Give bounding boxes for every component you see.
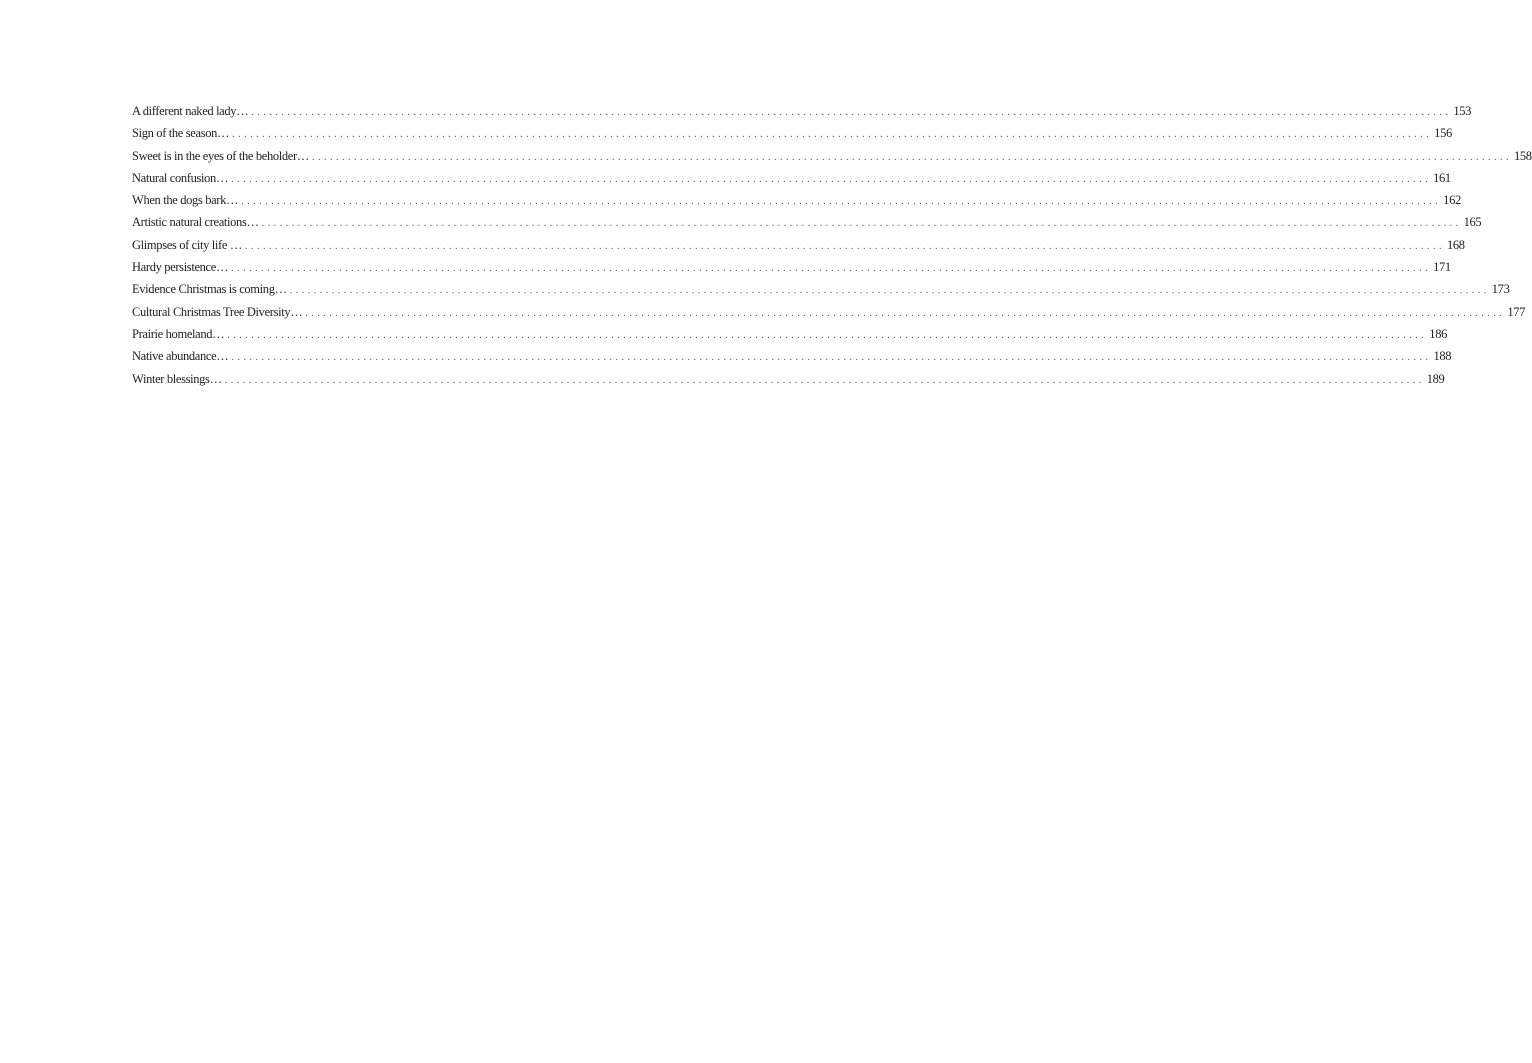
toc-entry[interactable] [132,301,1526,323]
toc-entry-page: 162 [1443,193,1461,208]
toc-entry[interactable] [132,234,1465,256]
toc-entry-title: Sign of the season… [132,126,230,141]
toc-entry-page: 168 [1447,237,1465,252]
toc-dot-leader: ........................................................................................................................................................................................................ [241,196,1442,208]
toc-entry-page: 189 [1426,371,1445,386]
toc-entry-title: Cultural Christmas Tree Diversity… [132,304,303,319]
table-of-contents [132,100,1532,390]
toc-entry-title: When the dogs bark… [132,193,239,208]
toc-entry-title: Natural confusion… [132,170,229,185]
toc-dot-leader: ........................................................................................................................................................................................................ [245,240,1445,252]
toc-entry[interactable] [132,122,1452,144]
toc-entry-title: Prairie homeland… [132,326,225,341]
toc-dot-leader: ........................................................................................................................................................................................................ [231,263,1432,275]
toc-dot-leader: ........................................................................................................................................................................................................ [227,329,1428,341]
toc-entry-title: Evidence Christmas is coming… [132,282,287,297]
toc-entry[interactable] [132,100,1472,122]
toc-dot-leader: ........................................................................................................................................................................................................ [289,285,1490,297]
toc-entry[interactable] [132,256,1451,278]
toc-dot-leader: ........................................................................................................................................................................................................ [231,173,1432,185]
toc-entry[interactable] [132,211,1482,233]
toc-dot-leader: ........................................................................................................................................................................................................ [251,107,1452,118]
toc-entry-title: Sweet is in the eyes of the beholder… [132,148,309,163]
toc-entry-title: Glimpses of city life … [132,237,242,252]
toc-entry-page: 186 [1429,326,1447,341]
toc-entry-title: Artistic natural creations… [132,215,259,230]
toc-entry[interactable] [132,345,1452,367]
toc-entry[interactable] [132,278,1510,300]
toc-entry-page: 153 [1453,104,1472,118]
toc-dot-leader: ........................................................................................................................................................................................................ [305,307,1506,319]
toc-entry-title: Winter blessings… [132,371,222,386]
toc-entry-page: 177 [1507,304,1526,319]
toc-entry-page: 158 [1513,148,1532,163]
toc-entry-title: Hardy persistence… [132,260,229,275]
toc-entry-page: 188 [1433,349,1452,364]
toc-entry-page: 173 [1491,282,1510,297]
toc-entry-page: 171 [1433,260,1451,275]
toc-entry-title: A different naked lady… [132,104,249,118]
toc-dot-leader: ........................................................................................................................................................................................................ [261,218,1462,230]
toc-entry[interactable] [132,145,1532,167]
toc-dot-leader: ........................................................................................................................................................................................................ [224,374,1425,386]
toc-entry[interactable] [132,167,1451,189]
toc-dot-leader: ........................................................................................................................................................................................................ [311,151,1512,163]
toc-entry[interactable] [132,368,1445,390]
toc-dot-leader: ........................................................................................................................................................................................................ [232,129,1433,141]
toc-entry-page: 165 [1463,215,1482,230]
toc-entry[interactable] [132,323,1447,345]
toc-entry[interactable] [132,189,1461,211]
toc-entry-page: 156 [1434,126,1452,141]
toc-dot-leader: ........................................................................................................................................................................................................ [231,352,1432,364]
toc-entry-title: Native abundance… [132,349,229,364]
toc-entry-page: 161 [1433,170,1451,185]
